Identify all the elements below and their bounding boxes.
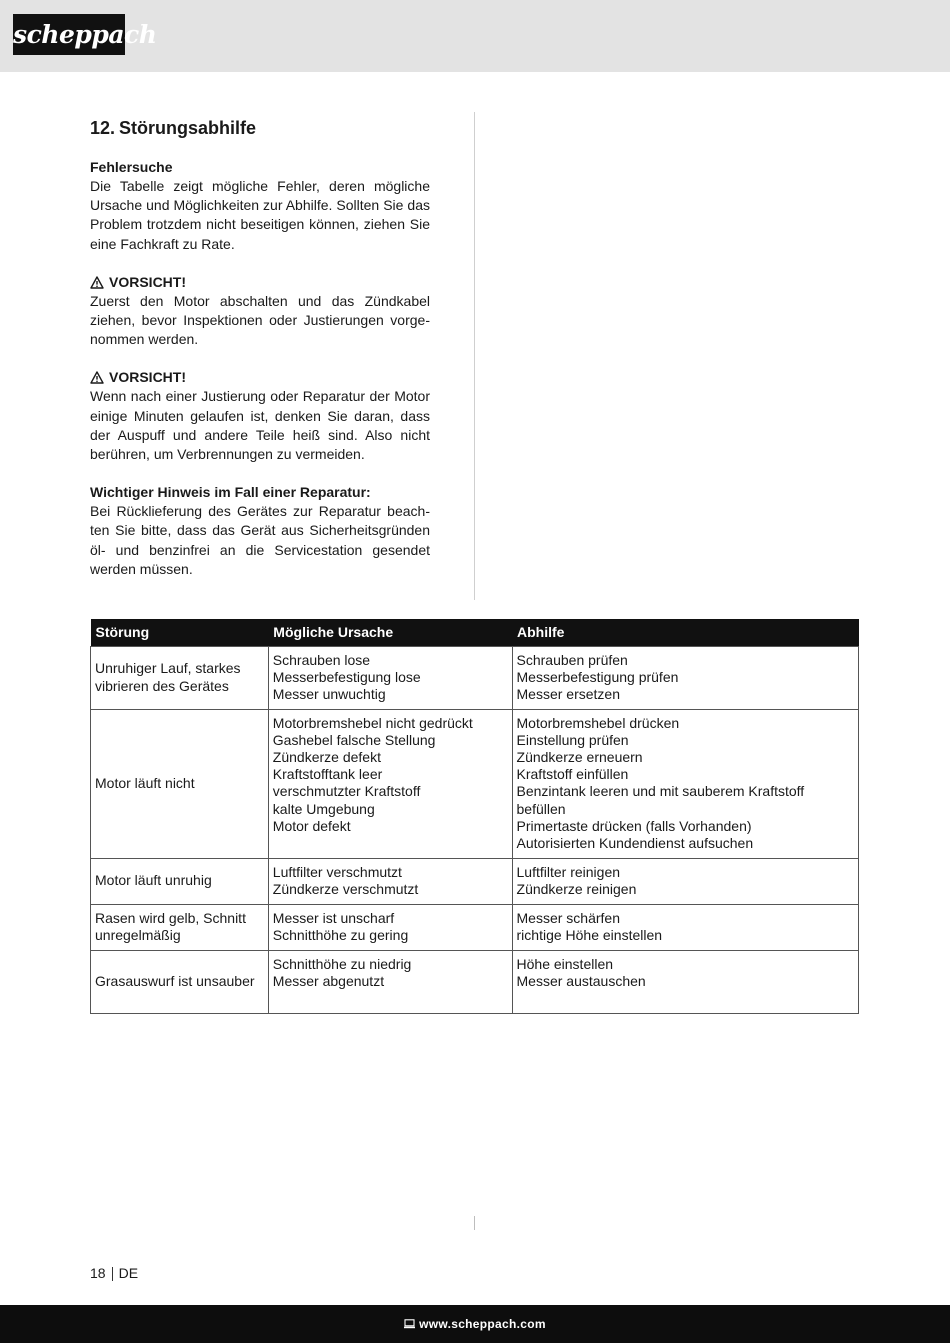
fault-cell: Motor läuft nicht [91, 709, 269, 858]
header-abhilfe: Abhilfe [512, 619, 858, 646]
fault-cell: Rasen wird gelb, Schnitt unregelmäßig [91, 904, 269, 950]
remedy-cell [512, 904, 858, 950]
table-row [91, 904, 859, 950]
cause-item: Kraftstofftank leer [272, 766, 383, 783]
remedy-item: Autorisierten Kundendienst aufsuchen [516, 834, 754, 851]
cause-item: verschmutzter Kraftstoff [272, 783, 421, 800]
remedy-item: Schrauben prüfen [516, 651, 628, 668]
repair-text: Bei Rücklieferung des Gerätes zur Reparatur beachten Sie bitte, dass das Gerät aus Sicherheitsgründen öl- und benzinfrei an die Servicestation gesendet werden müssen. [90, 503, 430, 577]
warning-block-2 [90, 368, 430, 464]
table-body [91, 646, 859, 1013]
repair-heading: Wichtiger Hinweis im Fall einer Reparatur: [90, 484, 371, 501]
remedy-item: Luftfilter reinigen [516, 863, 621, 880]
fault-cell: Motor läuft unruhig [91, 858, 269, 904]
cause-item: kalte Umgebung [272, 800, 375, 817]
remedy-item: richtige Höhe einstellen [516, 926, 663, 943]
fehlersuche-heading: Fehlersuche [90, 159, 173, 175]
warning-triangle-icon [90, 371, 104, 384]
cause-item: Motorbremshebel nicht gedrückt [272, 714, 473, 731]
fault-cell: Grasauswurf ist unsauber [91, 950, 269, 1013]
remedy-item: Zündkerze reinigen [516, 880, 637, 897]
remedy-item: Zündkerze erneuern [516, 748, 643, 765]
header-stoerung: Störung [91, 619, 269, 646]
warning-text-1: Zuerst den Motor abschalten und das Zündkabel ziehen, bevor Inspektionen oder Justierungen vorgenommen werden. [90, 292, 430, 348]
fault-table [90, 619, 859, 1014]
section-number: 12. [90, 118, 116, 138]
header-band [0, 0, 950, 72]
table-header-row [91, 619, 859, 646]
header-ursache: Mögliche Ursache [268, 619, 512, 646]
cause-item: Schnitthöhe zu niedrig [272, 955, 412, 972]
column-divider [474, 112, 475, 600]
remedy-item: Messerbefestigung prüfen [516, 668, 679, 685]
computer-icon [404, 1319, 415, 1329]
cause-item: Zündkerze defekt [272, 748, 381, 765]
cause-cell [268, 950, 512, 1013]
cause-item: Schnitthöhe zu gering [272, 926, 409, 943]
cause-item: Zündkerze verschmutzt [272, 880, 419, 897]
remedy-item: Messer schärfen [516, 909, 620, 926]
remedy-item: Primertaste drücken (falls Vorhanden) [516, 817, 752, 834]
remedy-cell [512, 858, 858, 904]
warning-block-1 [90, 273, 430, 350]
table-row [91, 709, 859, 858]
cause-item: Messer unwuchtig [272, 685, 386, 702]
warning-triangle-icon [90, 276, 104, 289]
bottom-divider [474, 1216, 475, 1230]
remedy-cell [512, 709, 858, 858]
remedy-item: Kraftstoff einfüllen [516, 766, 629, 783]
left-column [90, 116, 430, 598]
cause-item: Messer abgenutzt [272, 972, 385, 989]
page-number [90, 1265, 138, 1282]
language-code: DE [118, 1265, 139, 1281]
remedy-item: Motorbremshebel drücken [516, 714, 680, 731]
warning-heading-1 [90, 273, 430, 292]
page-number-separator [112, 1267, 113, 1281]
cause-item: Messerbefestigung lose [272, 668, 421, 685]
remedy-cell [512, 646, 858, 709]
remedy-item: Messer austauschen [516, 972, 646, 989]
section-title [90, 116, 430, 140]
brand-logo[interactable]: scheppach [13, 14, 125, 55]
repair-note-block [90, 483, 430, 579]
table-row [91, 646, 859, 709]
cause-cell [268, 904, 512, 950]
cause-item: Schrauben lose [272, 651, 371, 668]
cause-item: Luftfilter verschmutzt [272, 863, 402, 880]
fehlersuche-block [90, 158, 430, 254]
fehlersuche-text: Die Tabelle zeigt mögliche Fehler, deren mögliche Ursache und Möglichkeiten zur Abhilfe. Sollten Sie das Problem trotzdem nicht beseitigen können, ziehen Sie eine Fachkraft zu Rate. [90, 178, 430, 252]
remedy-item: Messer ersetzen [516, 685, 620, 702]
warning-heading-1-text: VORSICHT! [109, 273, 186, 290]
remedy-item: Einstellung prüfen [516, 731, 629, 748]
warning-text-2: Wenn nach einer Justierung oder Reparatur der Motor einige Minuten gelaufen ist, denken Sie daran, dass der Auspuff und andere Teile heiß sind. Also nicht berühren, um Verbrennungen zu vermeiden. [90, 388, 430, 463]
warning-heading-2-text: VORSICHT! [109, 369, 186, 386]
remedy-item: Höhe einstellen [516, 955, 614, 972]
warning-heading-2 [90, 368, 430, 387]
footer-band [0, 1305, 950, 1343]
section-title-text: Störungsabhilfe [119, 118, 257, 138]
fault-cell: Unruhiger Lauf, starkes vibrieren des Gerätes [91, 646, 269, 709]
page-number-value: 18 [90, 1265, 106, 1281]
remedy-cell [512, 950, 858, 1013]
table-row [91, 950, 859, 1013]
cause-cell [268, 646, 512, 709]
cause-cell [268, 709, 512, 858]
cause-item: Motor defekt [272, 817, 351, 834]
cause-cell [268, 858, 512, 904]
website-link[interactable]: www.scheppach.com [419, 1317, 546, 1331]
cause-item: Gashebel falsche Stellung [272, 731, 436, 748]
remedy-item: Benzintank leeren und mit sauberem Kraftstoff befüllen [516, 783, 805, 817]
cause-item: Messer ist unscharf [272, 909, 395, 926]
table-row [91, 858, 859, 904]
